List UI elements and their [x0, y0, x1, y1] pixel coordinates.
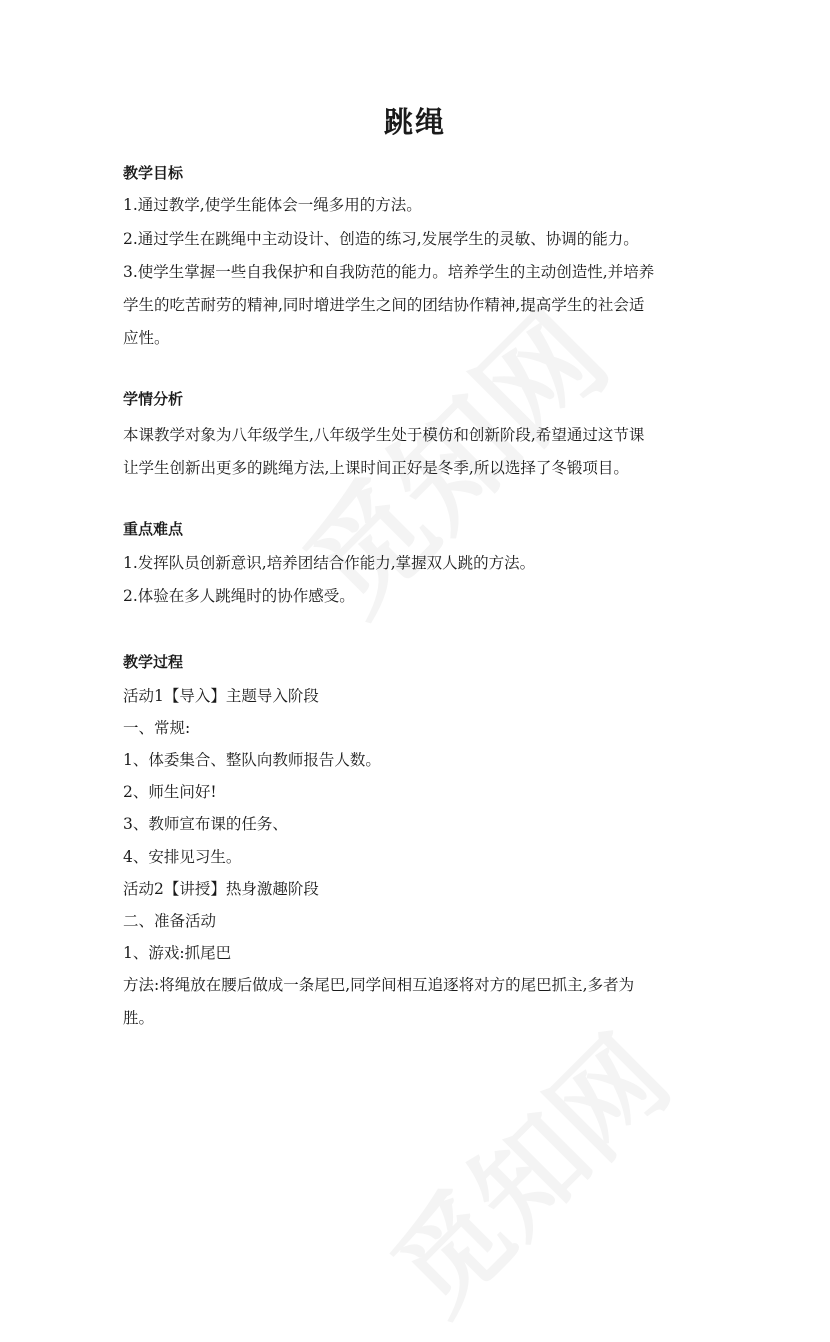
- process-line: 4、安排见习生。: [123, 848, 242, 866]
- analysis-line: 本课教学对象为八年级学生,八年级学生处于模仿和创新阶段,希望通过这节课: [123, 426, 645, 444]
- process-line: 1、体委集合、整队向教师报告人数。: [123, 751, 381, 769]
- section-heading-goals: 教学目标: [123, 164, 184, 182]
- goals-line: 1.通过教学,使学生能体会一绳多用的方法。: [123, 196, 422, 214]
- process-line: 1、游戏:抓尾巴: [123, 944, 232, 962]
- section-heading-process: 教学过程: [123, 653, 184, 671]
- process-line: 胜。: [123, 1009, 155, 1027]
- goals-line: 2.通过学生在跳绳中主动设计、创造的练习,发展学生的灵敏、协调的能力。: [123, 230, 639, 248]
- page-title: 跳绳: [383, 105, 446, 139]
- process-line: 活动1【导入】主题导入阶段: [123, 687, 319, 705]
- process-line: 活动2【讲授】热身激趣阶段: [123, 880, 319, 898]
- analysis-line: 让学生创新出更多的跳绳方法,上课时间正好是冬季,所以选择了冬锻项目。: [123, 459, 629, 477]
- goals-line: 学生的吃苦耐劳的精神,同时增进学生之间的团结协作精神,提高学生的社会适: [123, 296, 645, 314]
- process-line: 3、教师宣布课的任务、: [123, 815, 288, 833]
- goals-line: 应性。: [123, 329, 170, 347]
- process-line: 一、常规:: [123, 719, 191, 737]
- keypoints-line: 1.发挥队员创新意识,培养团结合作能力,掌握双人跳的方法。: [123, 554, 536, 572]
- section-heading-analysis: 学情分析: [123, 390, 184, 408]
- process-line: 2、师生问好!: [123, 783, 217, 801]
- goals-line: 3.使学生掌握一些自我保护和自我防范的能力。培养学生的主动创造性,并培养: [123, 263, 655, 281]
- keypoints-line: 2.体验在多人跳绳时的协作感受。: [123, 587, 355, 605]
- process-line: 二、准备活动: [123, 912, 217, 930]
- watermark: [352, 996, 697, 1341]
- process-line: 方法:将绳放在腰后做成一条尾巴,同学间相互追逐将对方的尾巴抓主,多者为: [123, 976, 635, 994]
- section-heading-keypoints: 重点难点: [123, 520, 184, 538]
